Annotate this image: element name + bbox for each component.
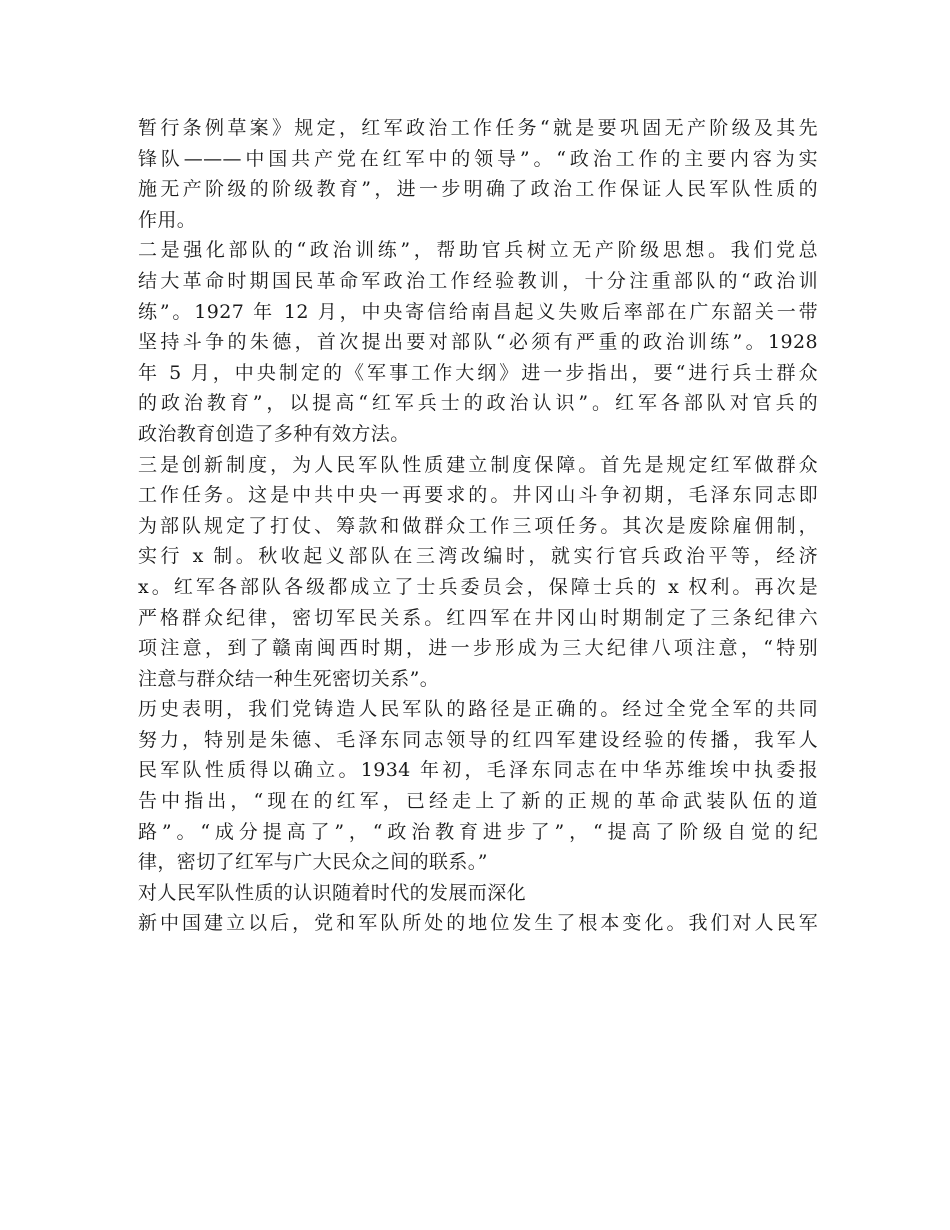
text-line: 新中国建立以后，党和军队所处的地位发生了根本变化。我们对人民军: [138, 912, 818, 935]
text-line: 二是强化部队的“政治训练”，帮助官兵树立无产阶级思想。我们党总: [138, 239, 818, 262]
text-line: 锋队———中国共产党在红军中的领导”。“政治工作的主要内容为实: [138, 147, 818, 170]
text-line: 告中指出，“现在的红军，已经走上了新的正规的革命武装队伍的道: [138, 790, 818, 813]
text-line: 项注意，到了赣南闽西时期，进一步形成为三大纪律八项注意，“特别: [138, 637, 818, 660]
text-line: 律，密切了红军与广大民众之间的联系。”: [138, 851, 488, 874]
text-line: 工作任务。这是中共中央一再要求的。井冈山斗争初期，毛泽东同志即: [138, 484, 818, 507]
text-line: 作用。: [138, 208, 197, 231]
text-line: 实行 x 制。秋收起义部队在三湾改编时，就实行官兵政治平等，经济: [138, 545, 818, 568]
text-line: 注意与群众结一种生死密切关系”。: [138, 667, 440, 690]
text-line: 对人民军队性质的认识随着时代的发展而深化: [138, 881, 527, 904]
text-line: 的政治教育”，以提高“红军兵士的政治认识”。红军各部队对官兵的: [138, 392, 818, 415]
text-line: 施无产阶级的阶级教育”，进一步明确了政治工作保证人民军队性质的: [138, 178, 818, 201]
text-line: 民军队性质得以确立。1934 年初，毛泽东同志在中华苏维埃中执委报: [138, 759, 818, 782]
text-line: 坚持斗争的朱德，首次提出要对部队“必须有严重的政治训练”。1928: [138, 331, 818, 354]
text-line: 政治教育创造了多种有效方法。: [138, 422, 410, 445]
text-line: 努力，特别是朱德、毛泽东同志领导的红四军建设经验的传播，我军人: [138, 728, 818, 751]
text-line: 结大革命时期国民革命军政治工作经验教训，十分注重部队的“政治训: [138, 269, 818, 292]
text-line: 严格群众纪律，密切军民关系。红四军在井冈山时期制定了三条纪律六: [138, 606, 818, 629]
text-line: 历史表明，我们党铸造人民军队的路径是正确的。经过全党全军的共同: [138, 698, 818, 721]
text-line: 路”。“成分提高了”，“政治教育进步了”，“提高了阶级自觉的纪: [138, 820, 818, 843]
text-line: x。红军各部队各级都成立了士兵委员会，保障士兵的 x 权利。再次是: [138, 575, 818, 598]
text-line: 年 5 月，中央制定的《军事工作大纲》进一步指出，要“进行兵士群众: [138, 361, 818, 384]
text-line: 三是创新制度，为人民军队性质建立制度保障。首先是规定红军做群众: [138, 453, 818, 476]
text-line: 练”。1927 年 12 月，中央寄信给南昌起义失败后率部在广东韶关一带: [138, 300, 818, 323]
body-text: [138, 113, 818, 939]
text-line: 为部队规定了打仗、筹款和做群众工作三项任务。其次是废除雇佣制，: [138, 514, 818, 537]
text-line: 暂行条例草案》规定，红军政治工作任务“就是要巩固无产阶级及其先: [138, 117, 818, 139]
